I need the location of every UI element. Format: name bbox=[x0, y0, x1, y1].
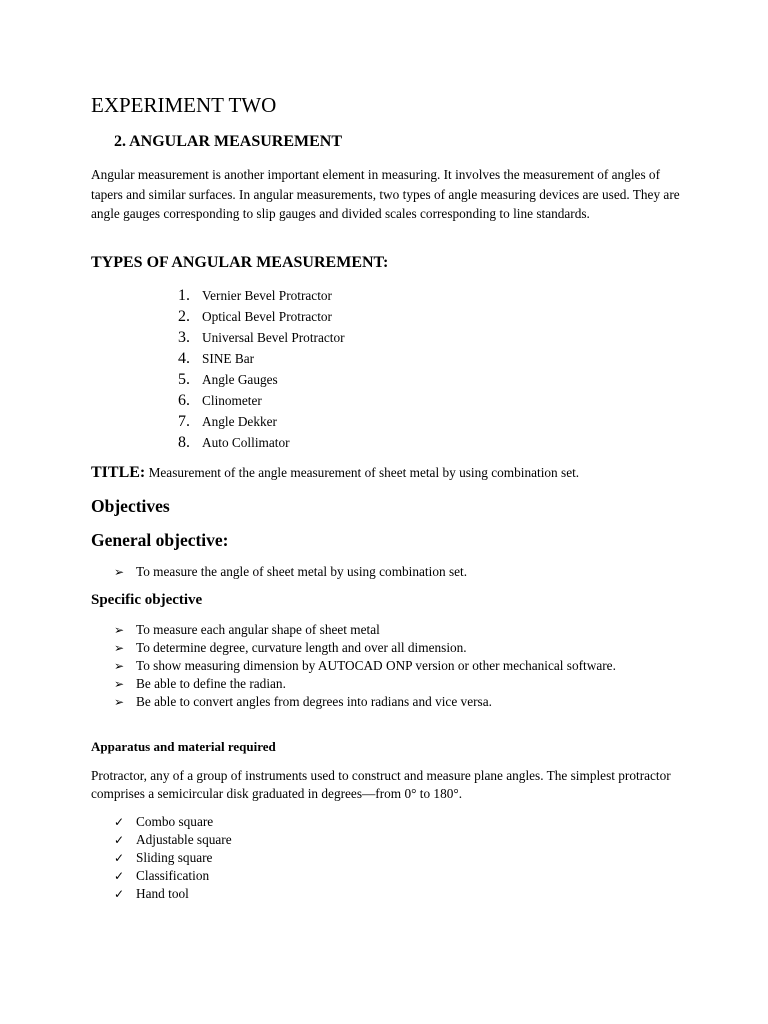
list-text: To measure the angle of sheet metal by using combination set. bbox=[136, 564, 468, 579]
list-text: Sliding square bbox=[136, 850, 213, 865]
list-item bbox=[114, 849, 656, 867]
apparatus-list bbox=[114, 813, 656, 903]
list-text: Hand tool bbox=[136, 886, 189, 901]
list-text: Angle Dekker bbox=[202, 414, 277, 429]
list-number: 7. bbox=[178, 413, 190, 430]
general-objective-list bbox=[114, 563, 656, 581]
list-text: Optical Bevel Protractor bbox=[202, 309, 332, 324]
apparatus-paragraph: Protractor, any of a group of instruments used to construct and measure plane angles. The simplest protractor comprises a semicircular disk graduated in degrees—from 0° to 180°. bbox=[91, 768, 671, 801]
types-heading: TYPES OF ANGULAR MEASUREMENT: bbox=[91, 254, 389, 271]
list-text: Classification bbox=[136, 868, 210, 883]
list-item bbox=[178, 350, 345, 371]
list-text: Adjustable square bbox=[136, 832, 232, 847]
arrow-bullet-icon: ➢ bbox=[114, 565, 125, 579]
list-item bbox=[114, 639, 656, 657]
objectives-heading: Objectives bbox=[91, 496, 170, 516]
check-bullet-icon: ✓ bbox=[114, 833, 125, 847]
list-item bbox=[114, 621, 656, 639]
list-number: 3. bbox=[178, 329, 190, 346]
list-text: To determine degree, curvature length and over all dimension. bbox=[136, 640, 467, 655]
check-bullet-icon: ✓ bbox=[114, 887, 125, 901]
list-number: 5. bbox=[178, 371, 190, 388]
arrow-bullet-icon: ➢ bbox=[114, 677, 125, 691]
list-text: Clinometer bbox=[202, 393, 262, 408]
types-list bbox=[178, 287, 345, 455]
arrow-bullet-icon: ➢ bbox=[114, 659, 125, 673]
list-number: 1. bbox=[178, 287, 190, 304]
list-text: Auto Collimator bbox=[202, 435, 290, 450]
title-line bbox=[91, 464, 579, 482]
list-item bbox=[114, 867, 656, 885]
intro-paragraph: Angular measurement is another important element in measuring. It involves the measurement of angles of tapers and similar surfaces. In angular measurements, two types of angle measuring devices are used. They are angle gauges corresponding to slip gauges and divided scales corresponding to line standards. bbox=[91, 167, 680, 221]
list-text: Vernier Bevel Protractor bbox=[202, 288, 332, 303]
apparatus-heading: Apparatus and material required bbox=[91, 739, 276, 754]
list-item bbox=[178, 413, 345, 434]
page-title: EXPERIMENT TWO bbox=[91, 93, 277, 117]
list-text: To measure each angular shape of sheet metal bbox=[136, 622, 380, 637]
arrow-bullet-icon: ➢ bbox=[114, 641, 125, 655]
list-number: 6. bbox=[178, 392, 190, 409]
check-bullet-icon: ✓ bbox=[114, 869, 125, 883]
list-item bbox=[114, 675, 656, 693]
list-item bbox=[114, 693, 656, 711]
title-text: Measurement of the angle measurement of sheet metal by using combination set. bbox=[148, 465, 580, 480]
general-objective-heading: General objective: bbox=[91, 530, 229, 550]
arrow-bullet-icon: ➢ bbox=[114, 623, 125, 637]
list-text: Be able to define the radian. bbox=[136, 676, 286, 691]
list-item bbox=[114, 813, 656, 831]
list-text: Be able to convert angles from degrees into radians and vice versa. bbox=[136, 694, 492, 709]
list-number: 2. bbox=[178, 308, 190, 325]
title-label: TITLE: bbox=[91, 464, 146, 481]
list-text: Universal Bevel Protractor bbox=[202, 330, 345, 345]
list-text: Angle Gauges bbox=[202, 372, 278, 387]
list-text: Combo square bbox=[136, 814, 214, 829]
list-item bbox=[178, 371, 345, 392]
list-item bbox=[178, 329, 345, 350]
specific-objective-list bbox=[114, 621, 656, 711]
check-bullet-icon: ✓ bbox=[114, 851, 125, 865]
list-number: 4. bbox=[178, 350, 190, 367]
list-item bbox=[178, 308, 345, 329]
specific-objective-heading: Specific objective bbox=[91, 592, 203, 608]
list-item bbox=[178, 434, 345, 455]
arrow-bullet-icon: ➢ bbox=[114, 695, 125, 709]
list-item bbox=[114, 563, 656, 581]
list-item bbox=[114, 831, 656, 849]
list-item bbox=[114, 657, 656, 675]
list-text: SINE Bar bbox=[202, 351, 255, 366]
section-heading: 2. ANGULAR MEASUREMENT bbox=[114, 133, 343, 150]
list-item bbox=[178, 287, 345, 308]
list-number: 8. bbox=[178, 434, 190, 451]
list-item bbox=[114, 885, 656, 903]
list-text: To show measuring dimension by AUTOCAD ONP version or other mechanical software. bbox=[136, 658, 616, 673]
check-bullet-icon: ✓ bbox=[114, 815, 125, 829]
list-item bbox=[178, 392, 345, 413]
